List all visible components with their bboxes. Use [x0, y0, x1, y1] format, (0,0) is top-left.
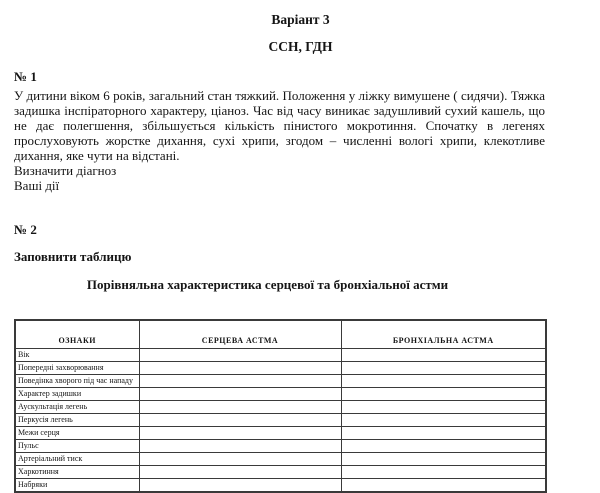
- row-label: Поведінка хворого під час нападу: [15, 375, 139, 388]
- column-header-signs: ОЗНАКИ: [15, 320, 139, 349]
- table-row: [15, 349, 546, 362]
- empty-cell-cardiac: [139, 349, 341, 362]
- row-label: Харкотиння: [15, 466, 139, 479]
- empty-cell-bronchial: [341, 401, 546, 414]
- table-row: [15, 466, 546, 479]
- task1-actions-line: Ваші дії: [14, 178, 60, 193]
- row-label: Пульс: [15, 440, 139, 453]
- empty-cell-bronchial: [341, 349, 546, 362]
- table-row: [15, 362, 546, 375]
- row-label: Перкусія легень: [15, 414, 139, 427]
- empty-cell-bronchial: [341, 479, 546, 493]
- comparison-table-title: Порівняльна характеристика серцевої та бронхіальної астми: [86, 277, 449, 292]
- empty-cell-cardiac: [139, 427, 341, 440]
- empty-cell-bronchial: [341, 388, 546, 401]
- empty-cell-cardiac: [139, 388, 341, 401]
- column-header-bronchial-asthma: БРОНХІАЛЬНА АСТМА: [341, 320, 546, 349]
- empty-cell-bronchial: [341, 414, 546, 427]
- empty-cell-cardiac: [139, 440, 341, 453]
- task1-case-text: У дитини віком 6 років, загальний стан тяжкий. Положення у ліжку вимушене ( сидячи). Тяжка задишка інспіраторного характеру, ціаноз. Час від часу виникає задушливий сухий кашель, що не дає полегшення, збільшується кількість пінистого мокротиння. Спочатку в легенях прослуховують жорстке дихання, сухі хрипи, згодом – численні вологі хрипи, клекотливе дихання, яке чути на відстані.: [14, 88, 545, 163]
- task1-number: № 1: [14, 69, 37, 84]
- row-label: Попередні захворювання: [15, 362, 139, 375]
- empty-cell-bronchial: [341, 440, 546, 453]
- row-label: Артеріальний тиск: [15, 453, 139, 466]
- table-row: [15, 427, 546, 440]
- topic-title: ССН, ГДН: [268, 39, 333, 54]
- empty-cell-bronchial: [341, 427, 546, 440]
- table-row: [15, 440, 546, 453]
- empty-cell-cardiac: [139, 375, 341, 388]
- variant-title: Варіант 3: [271, 12, 330, 27]
- empty-cell-bronchial: [341, 375, 546, 388]
- task2-number: № 2: [14, 222, 37, 237]
- row-label: Вік: [15, 349, 139, 362]
- empty-cell-cardiac: [139, 414, 341, 427]
- table-row: [15, 479, 546, 493]
- empty-cell-bronchial: [341, 362, 546, 375]
- table-header-row: [15, 320, 546, 349]
- empty-cell-cardiac: [139, 479, 341, 493]
- empty-cell-cardiac: [139, 401, 341, 414]
- row-label: Межи серця: [15, 427, 139, 440]
- table-row: [15, 388, 546, 401]
- row-label: Характер задишки: [15, 388, 139, 401]
- task1-diagnose-line: Визначити діагноз: [14, 163, 117, 178]
- empty-cell-bronchial: [341, 466, 546, 479]
- comparison-table: [14, 319, 547, 493]
- table-row: [15, 414, 546, 427]
- table-row: [15, 453, 546, 466]
- empty-cell-cardiac: [139, 362, 341, 375]
- row-label: Аускультація легень: [15, 401, 139, 414]
- row-label: Набряки: [15, 479, 139, 493]
- empty-cell-cardiac: [139, 453, 341, 466]
- empty-cell-bronchial: [341, 453, 546, 466]
- table-row: [15, 375, 546, 388]
- table-row: [15, 401, 546, 414]
- empty-cell-cardiac: [139, 466, 341, 479]
- task2-instruction: Заповнити таблицю: [14, 249, 132, 264]
- column-header-cardiac-asthma: СЕРЦЕВА АСТМА: [139, 320, 341, 349]
